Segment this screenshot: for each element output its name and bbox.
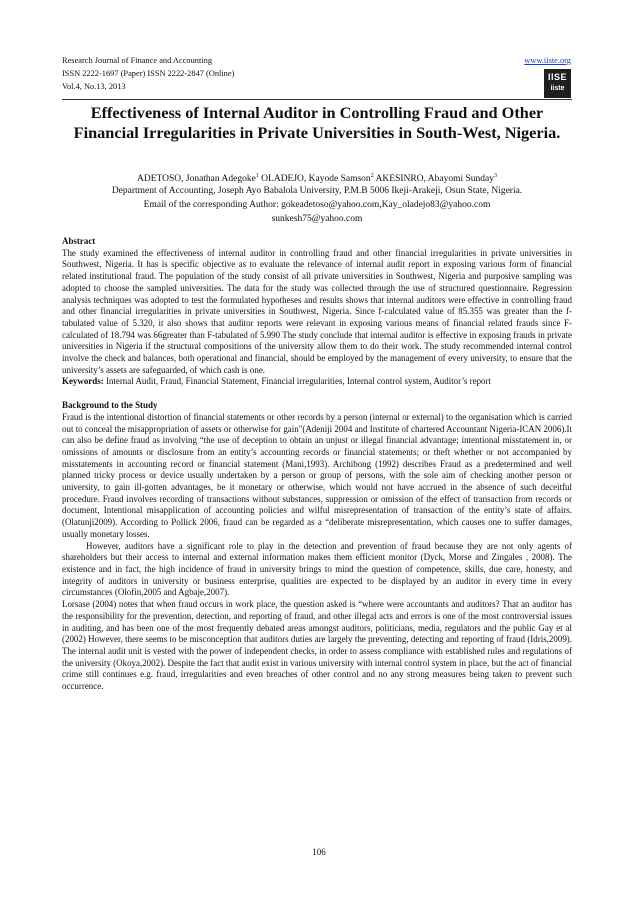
logo-subtext: iiste (550, 85, 565, 92)
header-divider (62, 99, 572, 100)
author-2: OLADEJO, Kayode Samson (258, 174, 371, 185)
keywords (62, 376, 572, 388)
issn-line: ISSN 2222-1697 (Paper) ISSN 2222-2847 (Online) (62, 69, 235, 78)
keywords-text: Internal Audit, Fraud, Financial Statement, Financial irregularities, Internal control system, Auditor’s report (103, 376, 491, 387)
journal-url-link[interactable]: www.iiste.org (524, 56, 571, 65)
background-heading: Background to the Study (62, 400, 158, 411)
spacer (62, 388, 572, 400)
main-text (62, 236, 572, 693)
background-paragraph-3: Lorsase (2004) notes that when fraud occurs in work place, the question asked is “where were accountants and auditors? That an auditor has the responsibility for the prevention, detection, and reporting of fraud, and other illegal acts and errors is one of the most controversial issues in auditing, and has been one of the most frequently debated areas amongst auditors, politicians, media, regulators and the public Gay et al (2002) However, there seems to be misconception that auditors duties are largely the preventing, detecting and reporting of fraud (Idris,2009). The internal audit unit is vested with the power of independent checks, in order to assess compliance with established rules and regulations of the university (Okoya,2002). Despite the fact that audit exist in various university with internal control system in place, but the act of financial crime still continues e.g. fraud, irregularities and even breaches of other control and no any strong measures being taken to prevent such occurrence. (62, 599, 572, 692)
iiste-logo (544, 69, 571, 98)
author-3-sup: 3 (494, 173, 498, 179)
page-number: 106 (312, 847, 326, 857)
abstract-heading: Abstract (62, 236, 96, 246)
author-1: ADETOSO, Jonathan Adegoke (136, 174, 256, 185)
volume-line: Vol.4, No.13, 2013 (62, 82, 126, 91)
author-2-sup: 2 (370, 173, 374, 179)
paper-title: Effectiveness of Internal Auditor in Controlling Fraud and Other Financial Irregularities in Private Universities in South-West, Nigeria. (73, 103, 561, 142)
journal-name: Research Journal of Finance and Accounting (62, 56, 213, 65)
author-3: AKESINRO, Abayomi Sunday (373, 174, 495, 185)
affiliation: Department of Accounting, Joseph Ayo Babalola University, P.M.B 5006 Ikeji-Arakeji, Osun State, Nigeria. (111, 186, 523, 196)
logo-text: IISE (547, 72, 567, 82)
keywords-label: Keywords: (62, 376, 104, 387)
abstract-text: The study examined the effectiveness of internal auditor in controlling fraud and other financial irregularities in private universities in Southwest, Nigeria. It has is specific objective as to evaluate the relevance of internal audit report in exposing various form of financial related institutional fraud. The population of the study consist of all private universities in Southwest, Nigeria and purposive sampling was adopted to choose the sampled universities. The data for the study was collected through the use of structured questionnaire. Regression analysis techniques was adopted to test the formulated hypotheses and results shows that internal auditors were effective in controlling fraud and other financial irregularities in private universities in Southwest, Nigeria. Since f-calculated value of 85.355 was greater than the f-tabulated value of 5.320, it also shows that auditor reports were relevant in exposing various means of financial related frauds since F-calculated of 18.794 was 66greater than F-tabulated of 5.990 The study conclude that internal auditor is effective in exposing frauds in private universities in Nigeria if the structural compositions of the university allow them to do their work. The study recommended internal control involve the check and balances, both operational and financial, should be employed by the management of every university, to ensure that the university’s assets are safeguarded, of which cash is one. (62, 247, 572, 375)
author-line (62, 170, 572, 186)
email-line: Email of the corresponding Author: gokeadetoso@yahoo.com,Kay_oladejo83@yahoo.com (143, 200, 491, 210)
email-line-2: sunkesh75@yahoo.com (271, 214, 363, 224)
background-paragraph-1: Fraud is the intentional distortion of financial statements or other records by a person (internal or external) to the organisation which is carried out to conceal the misappropriation of assets or otherwise for gain"(Adeniji 2004 and Institute of chartered Accountant Nigeria-ICAN 2006).It can also be define fraud as involving “the use of deception to obtain an unjust or illegal financial advantage; intentional misstatement in, or omissions of amounts or disclosure from an entity’s accounting records or financial statements; or theft whether or not accompanied by misstatements in accounting record or financial statement (Mani,1993). Archibong (1992) describes Fraud as a predetermined and well planned tricky process or device usually undertaken by a person or group of persons, with the sole aim of checking another person or university, to gain ill-gotten advantages, be it monetary or otherwise, which would not have accrued in the absence of such deceitful procedure. Fraud involves recording of transactions without substances, suppression or omission of the effect of transaction from records or document, Intentional misapplication of accounting policies and wilful misrepresentation of transaction of the entity’s state of affairs. (Olatunji2009). According to Pollick 2006, fraud can be regarded as a “deliberate misrepresentation, which causes one to suffer damages, usually monetary losses. (62, 411, 572, 539)
author-1-sup: 1 (255, 173, 259, 179)
background-paragraph-2: However, auditors have a significant role to play in the detection and prevention of fraud because they are not only agents of shareholders but their access to internal and external information makes them efficient monitor (Dyck, Morse and Zingales , 2008). The existence and in fact, the high incidence of fraud in university brings to mind the question of competence, skills, due care, honesty, and integrity of auditors in university or business enterprise, qualities are expected to be displayed by an auditor in every time in every circumstances (Olofin,2005 and Agbaje,2007). (62, 540, 572, 598)
